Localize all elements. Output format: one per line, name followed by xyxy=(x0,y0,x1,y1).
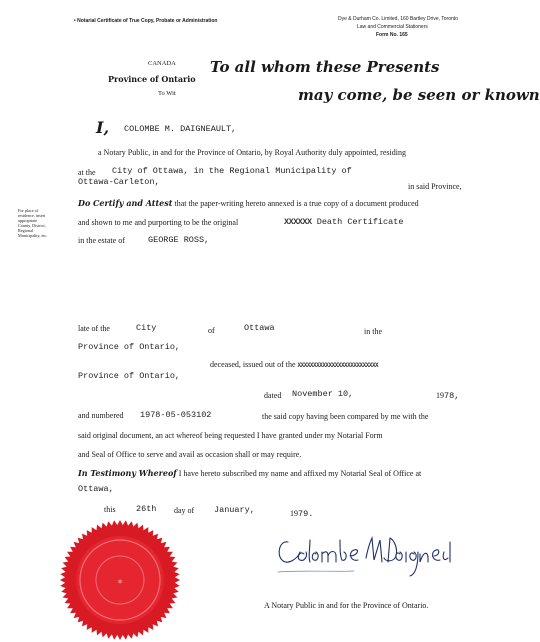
document-description xyxy=(284,217,403,227)
of-label: of xyxy=(208,326,215,335)
publisher-line: Dye & Durham Co. Limited, 160 Bartley Drive, Toronto xyxy=(338,16,458,22)
of-value: Ottawa xyxy=(244,323,275,333)
this-label: this xyxy=(104,505,116,514)
seal-of-office-line: and Seal of Office to serve and avail as occasion shall or may require. xyxy=(78,450,302,459)
stationers-line: Law and Commercial Stationers xyxy=(357,24,428,30)
issued-struck: XXXXXXXXXXXXXXXXXXXXXXXXXX xyxy=(297,362,379,369)
headline-line-2: may come, be seen or known xyxy=(298,86,540,104)
notarial-seal-icon xyxy=(58,518,182,642)
residence-line-1: City of Ottawa, in the Regional Municipality of xyxy=(112,166,352,176)
estate-label: in the estate of xyxy=(78,236,125,245)
day-of-label: day of xyxy=(174,506,195,515)
numbered-label: and numbered xyxy=(78,411,124,420)
late-of-label: late of the xyxy=(78,324,110,333)
month-value: January, xyxy=(214,505,255,515)
year-line: 1979. xyxy=(290,509,314,519)
dated-year: 1978, xyxy=(436,391,460,401)
testimony-rest: I have hereto subscribed my name and affixed my Notarial Seal of Office at xyxy=(178,469,422,478)
venue-province: Province of Ontario xyxy=(108,74,196,84)
venue-to-wit: To Wit xyxy=(158,90,176,97)
residing-at-label: at the xyxy=(78,168,96,177)
original-document-line: said original document, an act whereof being requested I have granted under my Notarial Form xyxy=(78,431,383,440)
notary-appointment: a Notary Public, in and for the Province of Ontario, by Royal Authority duly appointed, residing xyxy=(98,148,406,157)
testimony-place: Ottawa, xyxy=(78,484,114,494)
compared-text: the said copy having been compared by me with the xyxy=(262,412,429,421)
notary-signature-icon xyxy=(274,528,450,582)
issued-label: deceased, issued out of the xyxy=(210,360,296,369)
margin-note: For place of residence, insert appropriate County, District, Regional Municipality, etc. xyxy=(18,208,48,238)
form-title: • Notarial Certificate of True Copy, Probate or Administration xyxy=(74,18,218,24)
province-value: Province of Ontario, xyxy=(78,342,181,352)
certify-line-2: and shown to me and purporting to be the original xyxy=(78,218,239,227)
certify-lead: Do Certify and Attest xyxy=(78,198,173,208)
notary-pronoun: I, xyxy=(96,118,110,137)
headline-line-1: To all whom these Presents xyxy=(210,58,440,76)
late-of-value: City xyxy=(136,323,157,333)
issued-value: Province of Ontario, xyxy=(78,371,181,381)
venue-country: CANADA xyxy=(148,60,176,67)
dated-label: dated xyxy=(264,391,282,400)
svg-text:✶: ✶ xyxy=(117,578,123,586)
testimony-line xyxy=(78,468,421,478)
notary-title: A Notary Public in and for the Province of Ontario. xyxy=(264,601,429,610)
notary-name: COLOMBE M. DAIGNEAULT, xyxy=(124,124,237,134)
certify-line-1 xyxy=(78,198,419,208)
certify-line-1-rest: that the paper-writing hereto annexed is a true copy of a document produced xyxy=(174,199,419,208)
in-the-label: in the xyxy=(364,327,382,336)
estate-name: GEORGE ROSS, xyxy=(148,235,210,245)
form-number: Form No. 165 xyxy=(376,32,408,38)
testimony-lead: In Testimony Whereof xyxy=(78,468,177,478)
day-value: 26th xyxy=(136,504,157,514)
in-said-province: in said Province, xyxy=(408,182,462,191)
issued-line xyxy=(210,360,378,369)
dated-value: November 10, xyxy=(292,389,354,399)
document-type: Death Certificate xyxy=(316,217,404,227)
numbered-value: 1978-05-053102 xyxy=(140,410,212,420)
residence-line-2: Ottawa-Carleton, xyxy=(78,177,160,187)
struck-text: XXXXXX xyxy=(284,217,312,227)
